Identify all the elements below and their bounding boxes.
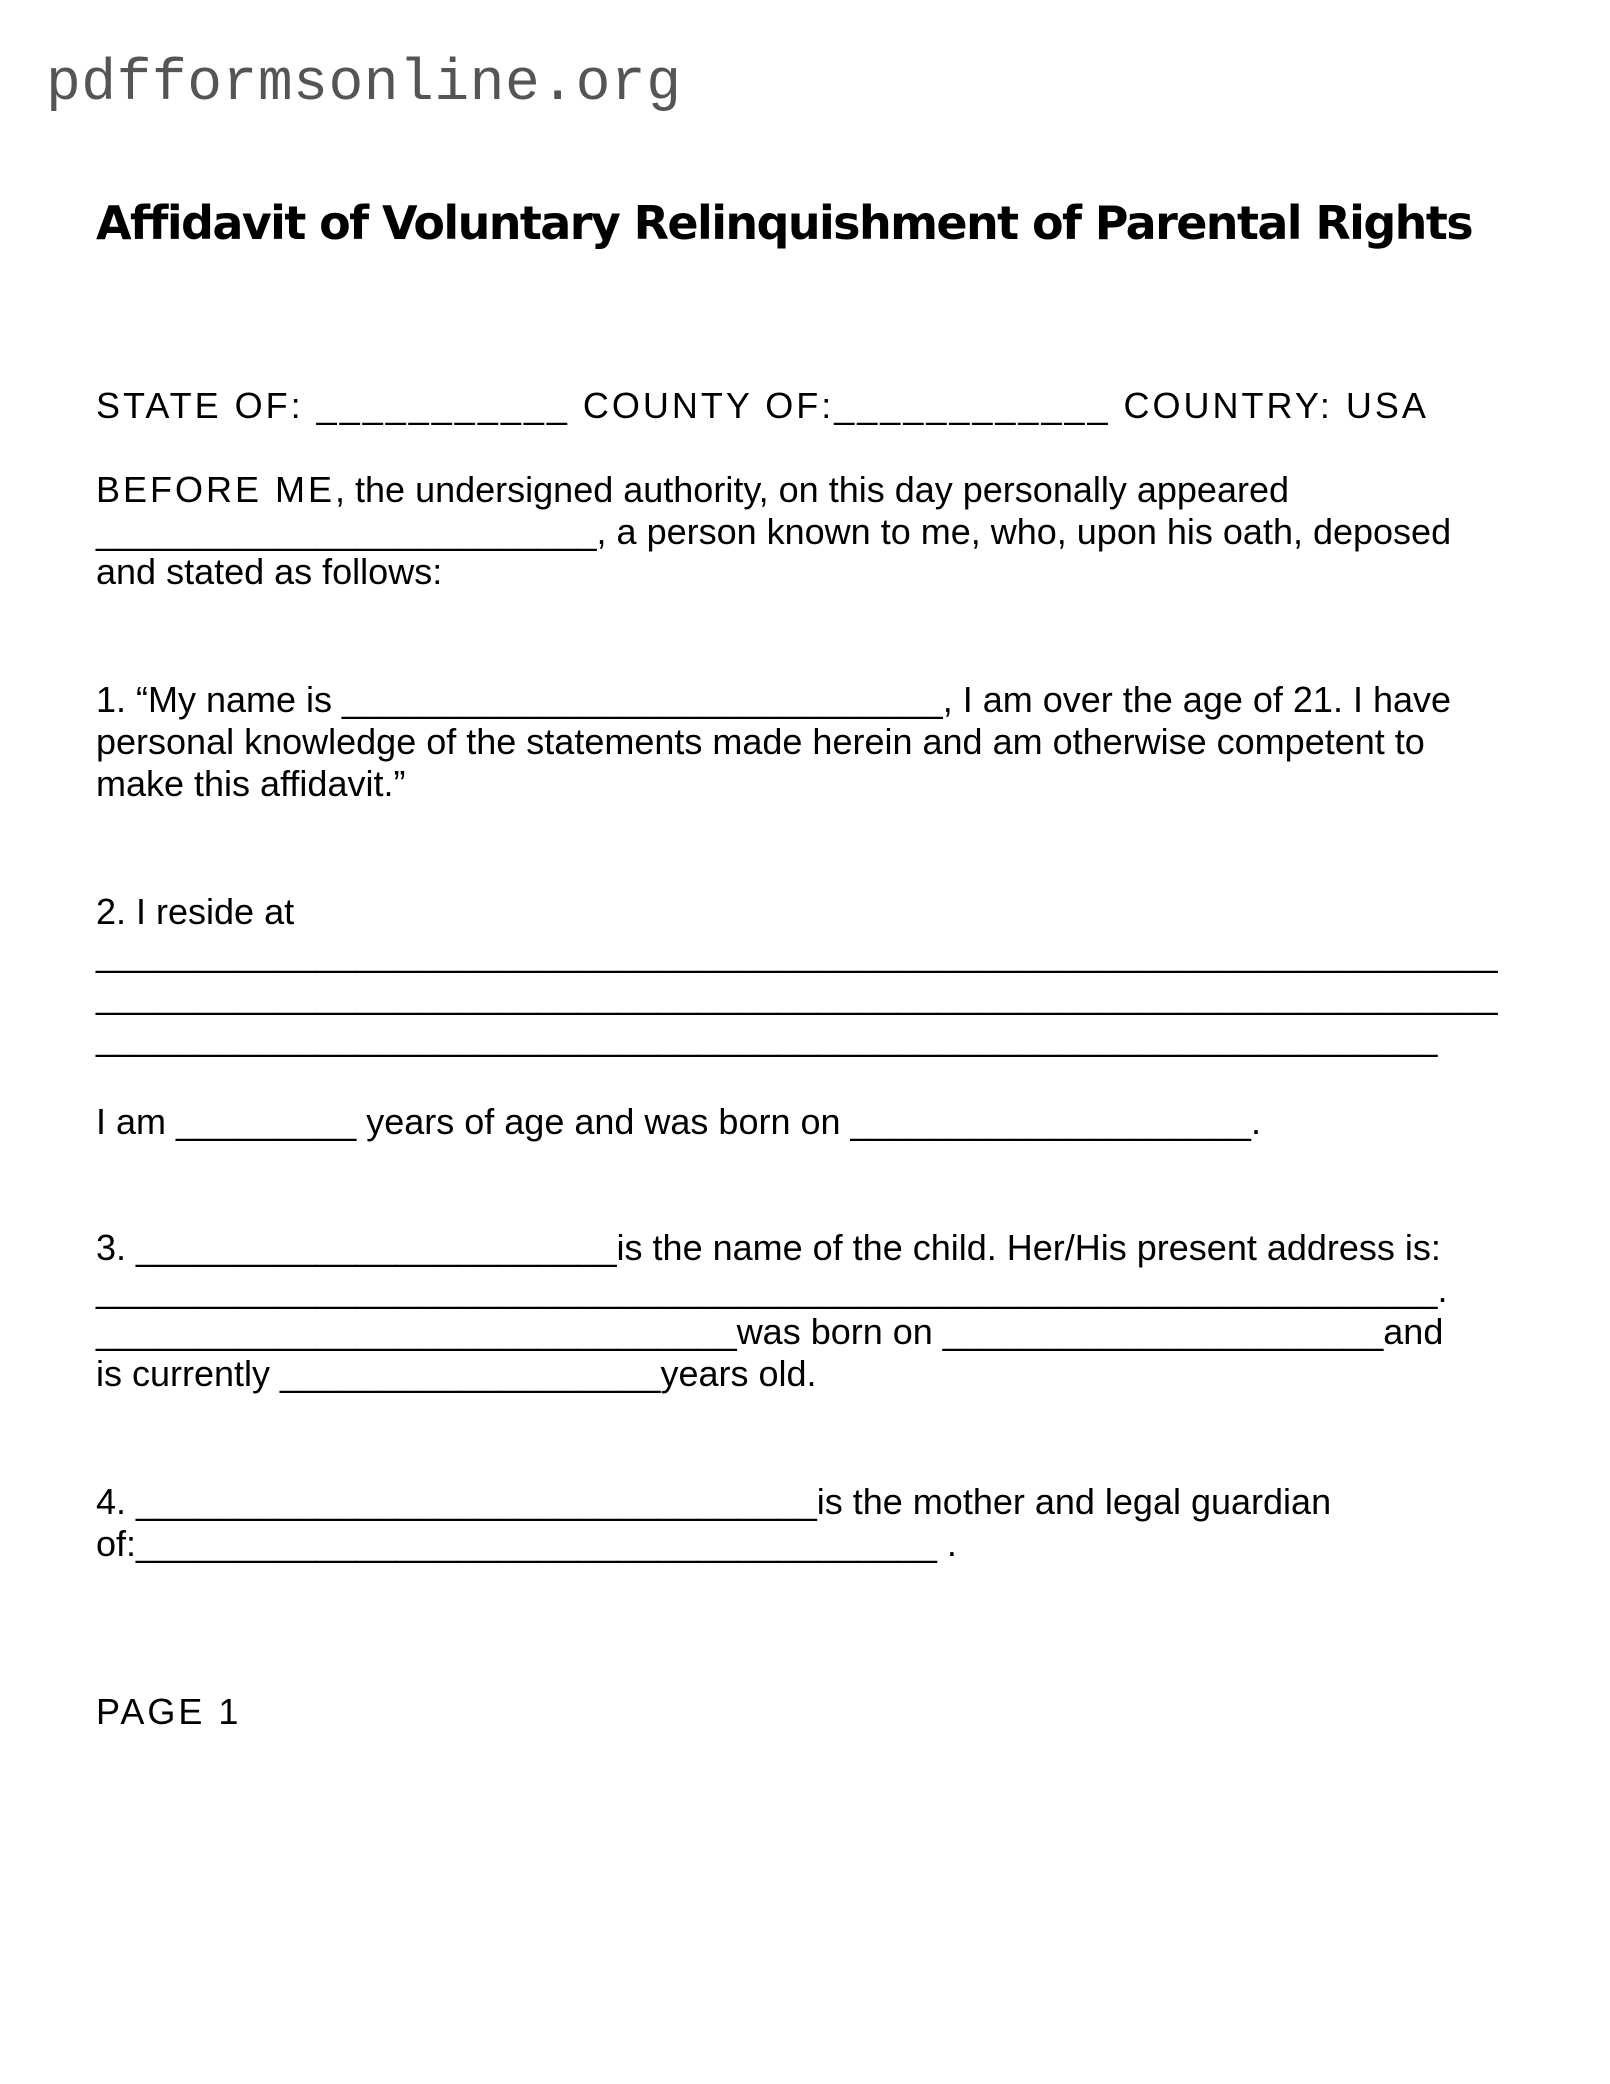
item-3-line-1: 3. ________________________is the name of the child. Her/His present address is: — [96, 1227, 1441, 1268]
intro-lead: BEFORE ME — [96, 469, 336, 510]
item-3-line-2: ___________________________________________________________________. — [96, 1269, 1448, 1310]
intro-line-1 — [96, 469, 1289, 511]
item-1-line-1: 1. “My name is ______________________________, I am over the age of 21. I have — [96, 679, 1452, 720]
intro-line-2: _________________________, a person known to me, who, upon his oath, deposed — [96, 511, 1452, 552]
site-watermark: pdfformsonline.org — [46, 52, 682, 117]
item-2-address-blank-1: ______________________________________________________________________ — [96, 933, 1498, 974]
item-2-address-blank-3: ___________________________________________________________________ — [96, 1017, 1438, 1058]
item-2-line-1: 2. I reside at — [96, 891, 295, 932]
intro-line-3: and stated as follows: — [96, 551, 443, 592]
jurisdiction-line: STATE OF: ___________ COUNTY OF:____________ COUNTRY: USA — [96, 385, 1429, 426]
item-2-age-line: I am _________ years of age and was born on ____________________. — [96, 1101, 1261, 1142]
page-number: PAGE 1 — [96, 1691, 242, 1732]
document-title: Affidavit of Voluntary Relinquishment of Parental Rights — [96, 196, 1472, 250]
item-2-address-blank-2: ______________________________________________________________________ — [96, 975, 1498, 1016]
item-4-line-2: of:________________________________________ . — [96, 1523, 957, 1564]
item-1-line-3: make this affidavit.” — [96, 763, 406, 804]
item-4-line-1: 4. __________________________________is the mother and legal guardian — [96, 1481, 1332, 1522]
item-3-line-4: is currently ___________________years old. — [96, 1353, 817, 1394]
item-1-line-2: personal knowledge of the statements made herein and am otherwise competent to — [96, 721, 1425, 762]
item-3-line-3: ________________________________was born on ______________________and — [96, 1311, 1444, 1352]
intro-line-1-rest: , the undersigned authority, on this day personally appeared — [335, 469, 1289, 510]
